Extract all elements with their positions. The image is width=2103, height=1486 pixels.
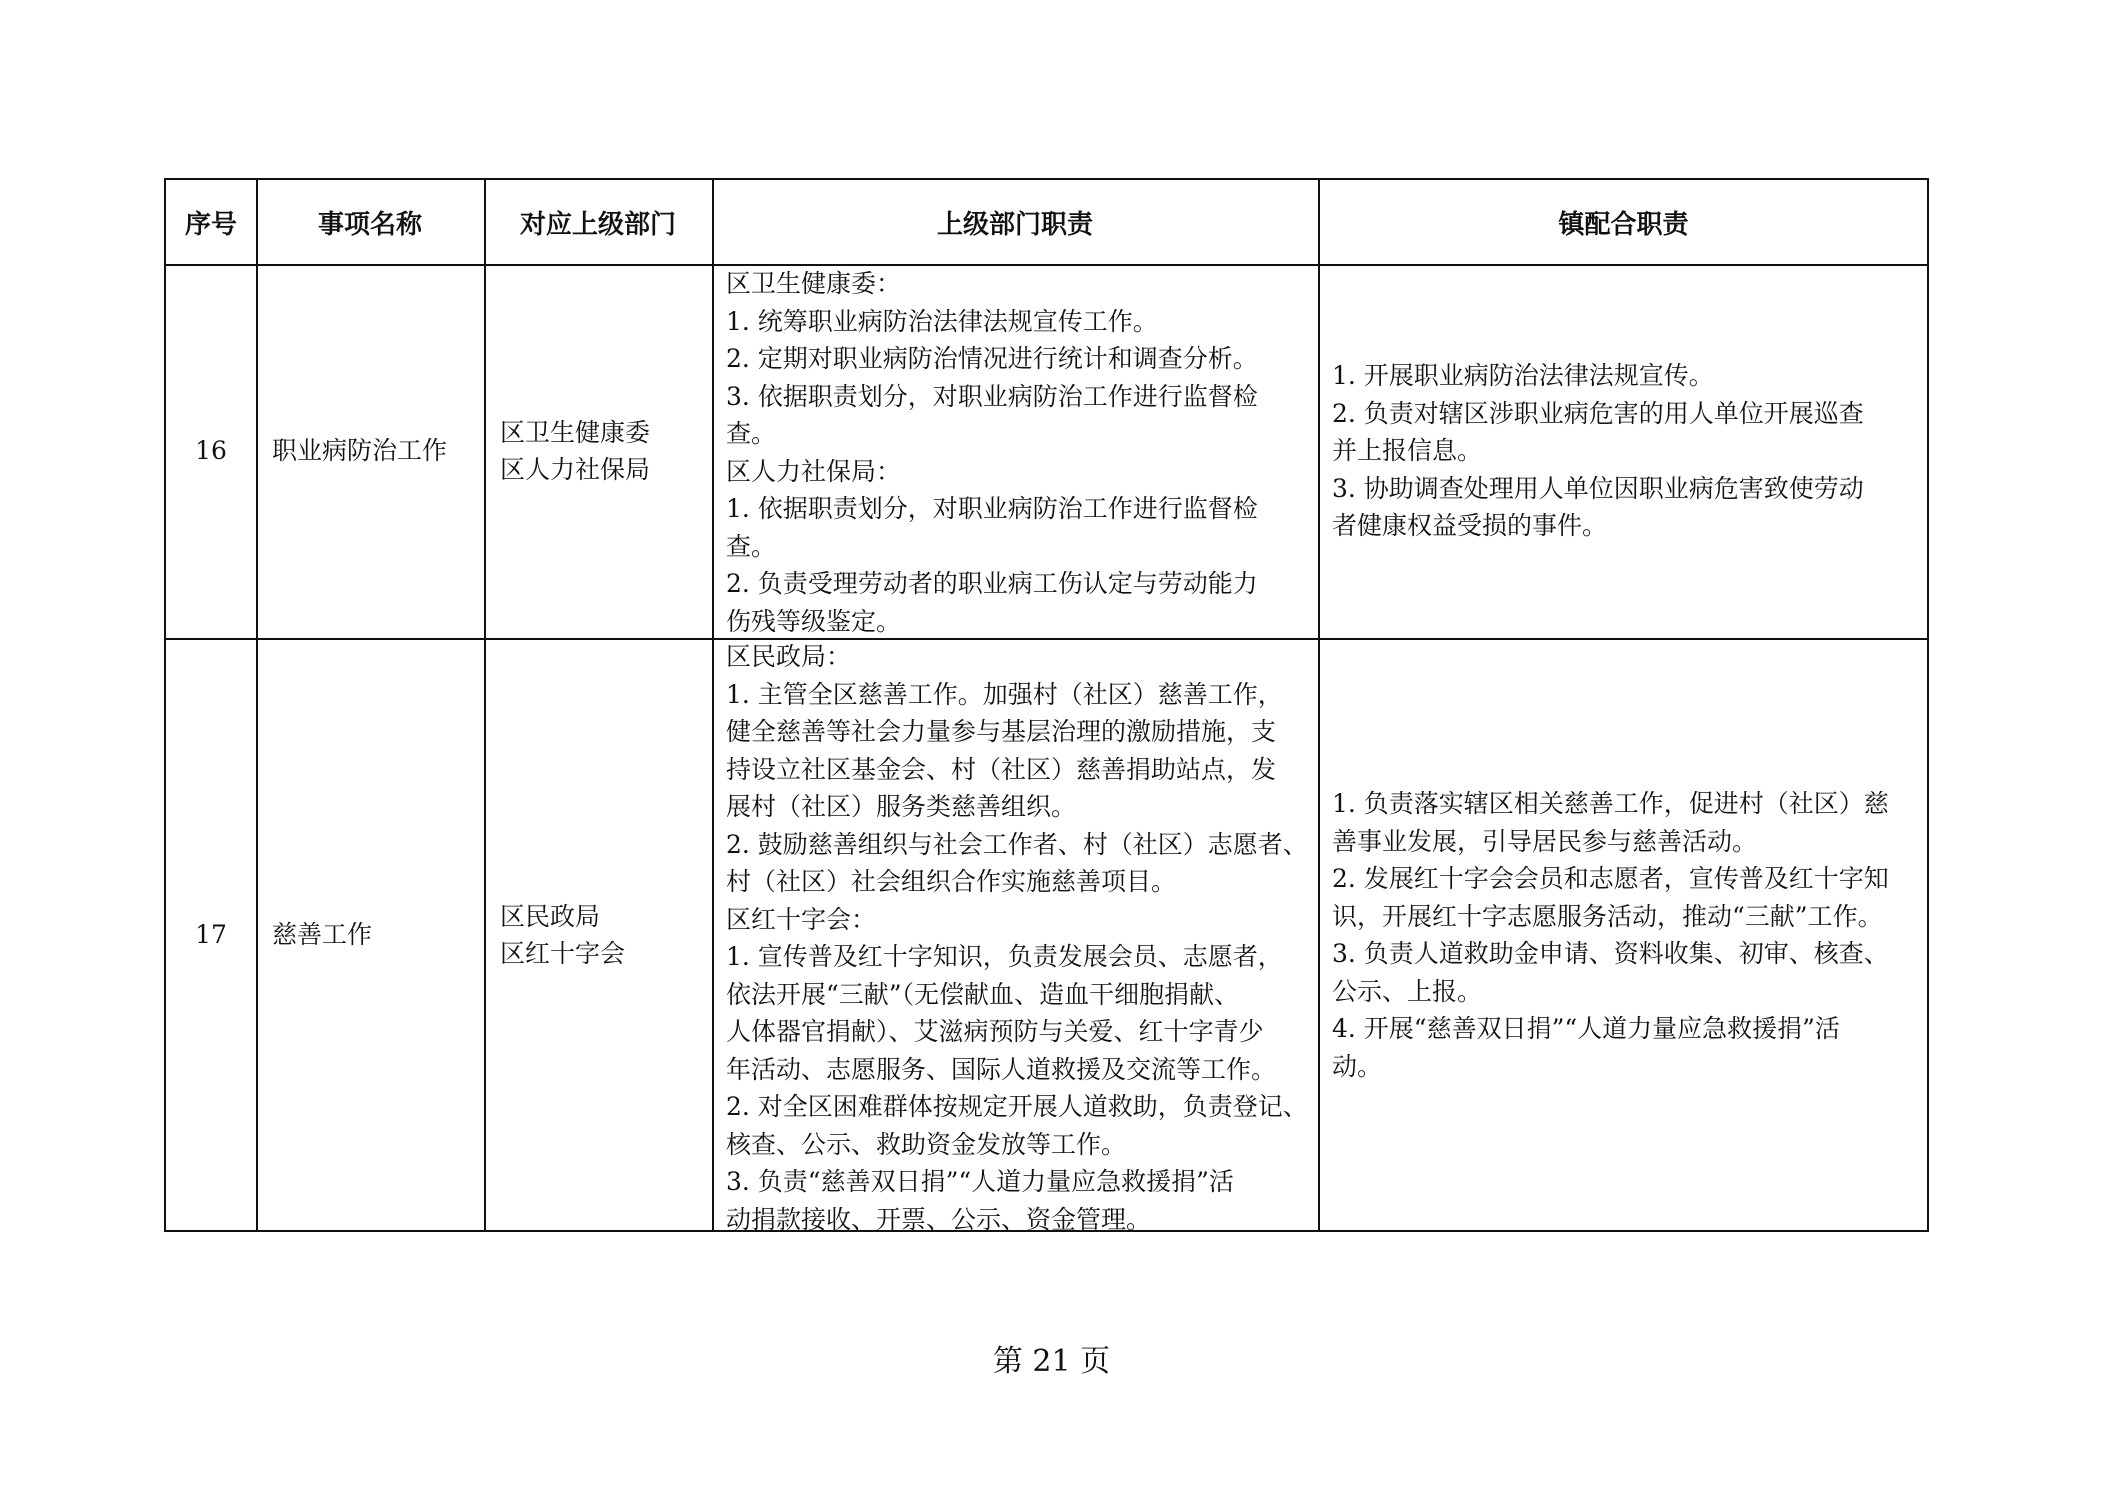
duty-line: 查。	[726, 531, 777, 561]
dept-line: 区人力社保局	[500, 455, 651, 484]
duty-line: 1. 宣传普及红十字知识，负责发展会员、志愿者，	[726, 942, 1283, 971]
duty-line: 1. 主管全区慈善工作。加强村（社区）慈善工作，	[726, 679, 1283, 709]
duty-line: 持设立社区基金会、村（社区）慈善捐助站点，发	[726, 754, 1277, 784]
dept-line: 区民政局	[500, 901, 601, 931]
town-duty-line: 3. 负责人道救助金申请、资料收集、初审、核查、	[1332, 939, 1889, 968]
header-cell-duties: 上级部门职责	[936, 209, 1093, 240]
duty-line: 依法开展“三献”（无偿献血、造血干细胞捐献、	[726, 979, 1240, 1009]
town-duty-line: 公示、上报。	[1332, 976, 1483, 1006]
town-duties-cell	[1318, 264, 1929, 638]
row-number: 16	[195, 436, 227, 466]
dept-cell	[484, 638, 712, 1232]
town-duty-line: 1. 负责落实辖区相关慈善工作，促进村（社区）慈	[1332, 789, 1889, 818]
town-duty-line: 者健康权益受损的事件。	[1332, 511, 1608, 541]
duty-line: 展村（社区）服务类慈善组织。	[726, 792, 1077, 821]
duty-line: 2. 鼓励慈善组织与社会工作者、村（社区）志愿者、	[726, 829, 1308, 859]
page-number: 第 21 页	[992, 1344, 1111, 1379]
town-duties-cell	[1318, 638, 1929, 1232]
duty-line: 健全慈善等社会力量参与基层治理的激励措施，支	[726, 717, 1277, 746]
duties-cell	[712, 264, 1318, 638]
town-duty-line: 3. 协助调查处理用人单位因职业病危害致使劳动	[1332, 473, 1864, 503]
item-name: 职业病防治工作	[272, 436, 448, 466]
town-duty-line: 识，开展红十字志愿服务活动，推动“三献”工作。	[1332, 901, 1883, 931]
duty-line: 人体器官捐献）、艾滋病预防与关爱、红十字青少	[726, 1017, 1264, 1046]
duty-line: 动捐款接收、开票、公示、资金管理。	[726, 1204, 1152, 1234]
duty-line: 1. 依据职责划分，对职业病防治工作进行监督检	[726, 494, 1258, 523]
town-duty-line: 善事业发展，引导居民参与慈善活动。	[1332, 826, 1758, 856]
duties-cell	[712, 638, 1318, 1232]
duty-line: 区人力社保局：	[726, 456, 902, 486]
town-duty-line: 动。	[1332, 1051, 1383, 1081]
town-duty-line: 2. 负责对辖区涉职业病危害的用人单位开展巡查	[1332, 398, 1864, 428]
duty-line: 1. 统筹职业病防治法律法规宣传工作。	[726, 306, 1158, 336]
header-cell-name: 事项名称	[317, 209, 422, 240]
town-duty-line: 并上报信息。	[1332, 436, 1483, 466]
dept-line: 区红十字会	[500, 939, 626, 968]
dept-cell	[484, 264, 712, 638]
duty-line: 伤残等级鉴定。	[726, 606, 902, 636]
duty-line: 2. 负责受理劳动者的职业病工伤认定与劳动能力	[726, 569, 1258, 598]
item-name: 慈善工作	[272, 920, 373, 950]
duties-table	[164, 178, 1929, 1232]
header-cell-town: 镇配合职责	[1558, 209, 1689, 240]
header-cell-no: 序号	[184, 209, 237, 240]
duty-line: 区红十字会：	[726, 904, 877, 934]
duty-line: 3. 负责“慈善双日捐”“人道力量应急救援捐”活	[726, 1167, 1234, 1196]
duty-line: 3. 依据职责划分，对职业病防治工作进行监督检	[726, 381, 1258, 411]
duty-line: 村（社区）社会组织合作实施慈善项目。	[726, 867, 1177, 896]
town-duty-line: 2. 发展红十字会会员和志愿者，宣传普及红十字知	[1332, 864, 1889, 893]
row-number: 17	[195, 920, 227, 950]
dept-line: 区卫生健康委	[500, 417, 651, 447]
header-cell-dept: 对应上级部门	[519, 209, 676, 240]
duty-line: 核查、公示、救助资金发放等工作。	[726, 1129, 1127, 1159]
duty-line: 区民政局：	[726, 642, 852, 671]
duty-line: 查。	[726, 419, 777, 448]
duty-line: 2. 对全区困难群体按规定开展人道救助，负责登记、	[726, 1092, 1308, 1121]
town-duty-line: 4. 开展“慈善双日捐”“人道力量应急救援捐”活	[1332, 1014, 1840, 1043]
duty-line: 年活动、志愿服务、国际人道救援及交流等工作。	[726, 1054, 1277, 1084]
duty-line: 区卫生健康委：	[726, 269, 902, 298]
town-duty-line: 1. 开展职业病防治法律法规宣传。	[1332, 361, 1714, 391]
duty-line: 2. 定期对职业病防治情况进行统计和调查分析。	[726, 344, 1258, 373]
